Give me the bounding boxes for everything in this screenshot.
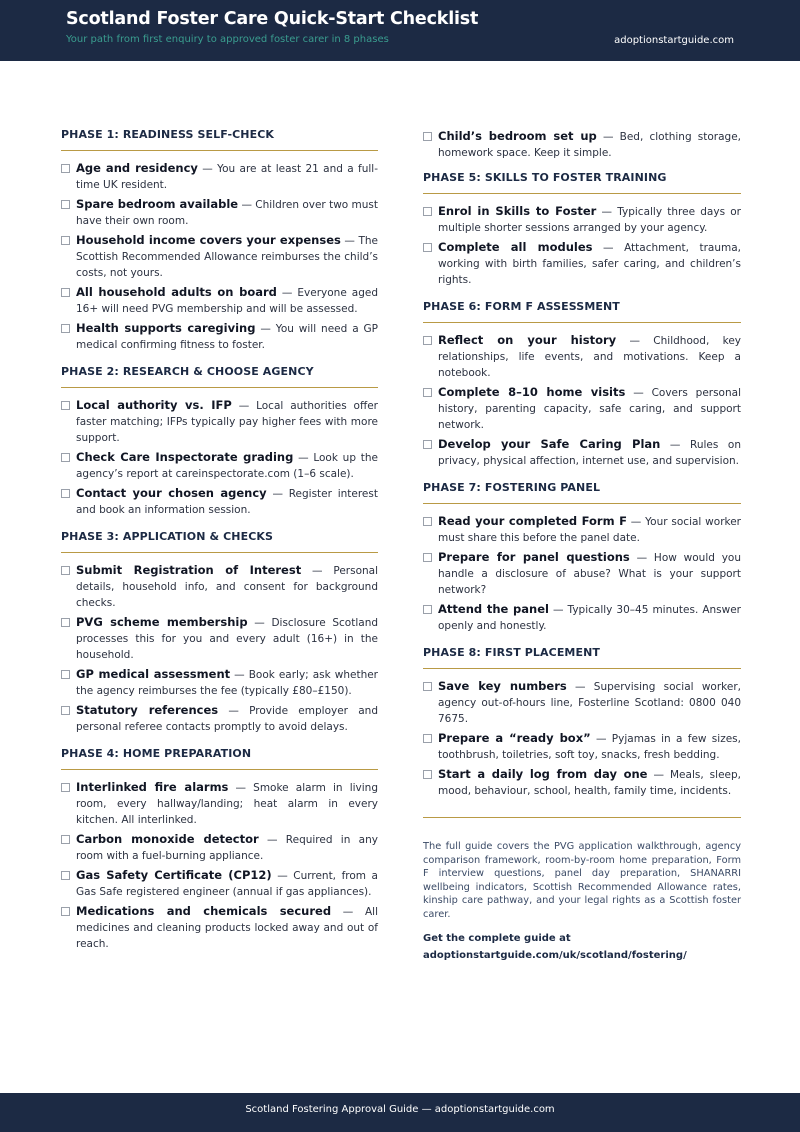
checklist-item — [423, 549, 741, 598]
checkbox[interactable] — [61, 835, 70, 844]
item-separator: — — [277, 870, 288, 882]
checkbox[interactable] — [61, 489, 70, 498]
phase-title: PHASE 3: APPLICATION & CHECKS — [61, 530, 378, 553]
item-separator: — — [235, 782, 247, 794]
item-text: Provide employer and personal referee contacts promptly to avoid delays. — [76, 705, 379, 733]
item-separator: — — [669, 439, 681, 451]
item-separator: — — [602, 131, 614, 143]
checklist-item — [423, 601, 741, 634]
item-separator: — — [653, 769, 664, 781]
footer-text: Scotland Fostering Approval Guide — adoptionstartguide.com — [245, 1104, 555, 1115]
checklist-item — [423, 513, 741, 546]
item-label: Carbon monoxide detector — [76, 832, 259, 846]
item-text: Attachment, trauma, working with birth families, safer caring, and children’s rights. — [438, 242, 741, 286]
closing-divider — [423, 817, 741, 818]
phase-section — [423, 646, 741, 799]
item-label: Enrol in Skills to Foster — [438, 204, 597, 218]
item-text: Your social worker must share this before the panel date. — [438, 516, 741, 544]
phase-title: PHASE 1: READINESS SELF-CHECK — [61, 128, 378, 151]
item-separator: — — [575, 681, 586, 693]
cta-link[interactable]: adoptionstartguide.com/uk/scotland/fostering/ — [423, 950, 687, 961]
checklist-item — [423, 239, 741, 288]
phase-section — [423, 481, 741, 634]
checkbox[interactable] — [61, 200, 70, 209]
item-label: Contact your chosen agency — [76, 486, 267, 500]
checklist-item — [61, 232, 378, 281]
item-label: Gas Safety Certificate (CP12) — [76, 868, 272, 882]
checklist-item — [61, 666, 378, 699]
item-separator: — — [312, 565, 323, 577]
item-separator: — — [202, 163, 213, 175]
item-label: Interlinked fire alarms — [76, 780, 229, 794]
checkbox[interactable] — [61, 324, 70, 333]
item-label: GP medical assessment — [76, 667, 231, 681]
checkbox[interactable] — [61, 670, 70, 679]
checklist-item — [61, 831, 378, 864]
checkbox[interactable] — [61, 706, 70, 715]
item-text: Rules on privacy, physical affection, internet use, and supervision. — [438, 439, 741, 467]
checkbox[interactable] — [423, 388, 432, 397]
continued-items — [423, 128, 741, 161]
item-text: All medicines and cleaning products locked away and out of reach. — [76, 906, 379, 950]
checklist-item — [61, 867, 378, 900]
right-phases — [423, 171, 741, 799]
checklist-item — [423, 203, 741, 236]
item-label: Child’s bedroom set up — [438, 129, 597, 143]
checklist-item — [61, 320, 378, 353]
page-header — [0, 0, 800, 61]
closing-description: The full guide covers the PVG application walkthrough, agency comparison framework, room-by-room home preparation, Form F interview questions, panel day preparation, SHANARRI wellbeing indicators, Scottish Recommended Allowance rates, kinship care pathway, and your legal rights as a Scottish foster carer. — [423, 841, 741, 920]
checkbox[interactable] — [61, 236, 70, 245]
checkbox[interactable] — [61, 401, 70, 410]
item-separator: — — [266, 834, 278, 846]
phase-title: PHASE 5: SKILLS TO FOSTER TRAINING — [423, 171, 741, 194]
item-label: Spare bedroom available — [76, 197, 239, 211]
checklist-item — [61, 903, 378, 952]
checklist-item — [61, 614, 378, 663]
item-text: Typically 30–45 minutes. Answer openly and honestly. — [438, 604, 741, 632]
phase-title: PHASE 6: FORM F ASSESSMENT — [423, 300, 741, 323]
phase-section — [61, 530, 378, 735]
item-text: Disclosure Scotland processes this for you and every adult (16+) in the household. — [76, 617, 379, 661]
phase-section — [61, 747, 378, 952]
checkbox[interactable] — [61, 783, 70, 792]
checkbox[interactable] — [61, 618, 70, 627]
item-label: Attend the panel — [438, 602, 549, 616]
checklist-item — [61, 485, 378, 518]
item-label: Health supports caregiving — [76, 321, 256, 335]
checkbox[interactable] — [423, 243, 432, 252]
item-label: Household income covers your expenses — [76, 233, 341, 247]
checkbox[interactable] — [423, 132, 432, 141]
item-label: Complete all modules — [438, 240, 593, 254]
item-label: PVG scheme membership — [76, 615, 248, 629]
phase-title: PHASE 8: FIRST PLACEMENT — [423, 646, 741, 669]
item-label: Medications and chemicals secured — [76, 904, 332, 918]
item-label: Statutory references — [76, 703, 219, 717]
phase-title: PHASE 4: HOME PREPARATION — [61, 747, 378, 770]
item-label: All household adults on board — [76, 285, 277, 299]
phase-section — [423, 171, 741, 288]
page-title: Scotland Foster Care Quick-Start Checklist — [66, 9, 479, 29]
item-label: Read your completed Form F — [438, 514, 627, 528]
item-separator: — — [603, 242, 614, 254]
item-text: Current, from a Gas Safe registered engineer (annual if gas appliances). — [76, 870, 378, 898]
phase-title: PHASE 7: FOSTERING PANEL — [423, 481, 741, 504]
checklist-item — [423, 678, 741, 727]
item-separator: — — [228, 705, 239, 717]
item-separator: — — [260, 323, 271, 335]
item-label: Submit Registration of Interest — [76, 563, 302, 577]
item-text: Children over two must have their own room. — [76, 199, 379, 227]
item-separator: — — [342, 906, 354, 918]
item-label: Develop your Safe Caring Plan — [438, 437, 661, 451]
checklist-item — [61, 702, 378, 735]
item-text: Book early; ask whether the agency reimburses the fee (typically £80–£150). — [76, 669, 378, 697]
cta-label: Get the complete guide at — [423, 933, 571, 944]
item-separator: — — [595, 733, 607, 745]
item-text: Smoke alarm in living room, every hallway/landing; heat alarm in every kitchen. All interlinked. — [76, 782, 378, 826]
item-separator: — — [238, 400, 250, 412]
item-separator: — — [298, 452, 309, 464]
checkbox[interactable] — [61, 164, 70, 173]
item-text: Covers personal history, parenting capacity, safe caring, and support network. — [438, 387, 741, 431]
item-text: Register interest and book an information session. — [76, 488, 378, 516]
checklist-item — [61, 779, 378, 828]
item-separator: — — [553, 604, 564, 616]
item-text: Meals, sleep, mood, behaviour, school, health, family time, incidents. — [438, 769, 741, 797]
checklist-item — [423, 766, 741, 799]
item-text: You are at least 21 and a full-time UK resident. — [76, 163, 378, 191]
checklist-item — [61, 449, 378, 482]
checklist-item — [61, 196, 378, 229]
item-text: Local authorities offer faster matching; IFPs typically pay higher fees with more support. — [76, 400, 378, 444]
checkbox[interactable] — [61, 453, 70, 462]
item-separator: — — [629, 335, 640, 347]
item-separator: — — [344, 235, 355, 247]
item-text: Childhood, key relationships, life events, and motivations. Keep a notebook. — [438, 335, 741, 379]
page-subtitle: Your path from first enquiry to approved foster carer in 8 phases — [66, 34, 389, 45]
checklist-item — [61, 562, 378, 611]
checkbox[interactable] — [423, 517, 432, 526]
right-column — [423, 128, 741, 964]
left-column — [61, 128, 378, 964]
item-text: Everyone aged 16+ will need PVG membership and will be assessed. — [76, 287, 379, 315]
checkbox[interactable] — [61, 566, 70, 575]
phase-section — [61, 365, 378, 518]
checkbox[interactable] — [423, 770, 432, 779]
phase-section — [61, 128, 378, 353]
page-footer — [0, 1093, 800, 1132]
item-text: How would you handle a disclosure of abuse? What is your support network? — [438, 552, 742, 596]
item-label: Save key numbers — [438, 679, 567, 693]
item-separator: — — [636, 552, 648, 564]
phase-title: PHASE 2: RESEARCH & CHOOSE AGENCY — [61, 365, 378, 388]
item-label: Complete 8–10 home visits — [438, 385, 626, 399]
checkbox[interactable] — [423, 336, 432, 345]
checklist-item — [423, 128, 741, 161]
item-label: Age and residency — [76, 161, 198, 175]
item-separator: — — [254, 617, 265, 629]
item-text: Pyjamas in a few sizes, toothbrush, toiletries, soft toy, snacks, fresh bedding. — [438, 733, 741, 761]
checkbox[interactable] — [61, 907, 70, 916]
checklist-item — [61, 284, 378, 317]
item-text: Required in any room with a fuel-burning appliance. — [76, 834, 378, 862]
checkbox[interactable] — [423, 440, 432, 449]
item-label: Local authority vs. IFP — [76, 398, 232, 412]
item-text: Typically three days or multiple shorter sessions arranged by your agency. — [438, 206, 741, 234]
checkbox[interactable] — [423, 734, 432, 743]
header-site-url[interactable]: adoptionstartguide.com — [614, 35, 734, 46]
item-separator: — — [630, 516, 642, 528]
checklist-item — [423, 332, 741, 381]
phase-section — [423, 300, 741, 469]
checklist-item — [61, 160, 378, 193]
checklist-item — [61, 397, 378, 446]
item-separator: — — [601, 206, 613, 218]
checkbox[interactable] — [423, 682, 432, 691]
item-separator: — — [241, 199, 252, 211]
checklist-item — [423, 436, 741, 469]
item-text: Supervising social worker, agency out-of-hours line, Fosterline Scotland: 0800 040 7675. — [438, 681, 741, 725]
item-text: The Scottish Recommended Allowance reimburses the child’s costs, not yours. — [76, 235, 378, 279]
item-label: Reflect on your history — [438, 333, 617, 347]
checkbox[interactable] — [423, 553, 432, 562]
item-text: Bed, clothing storage, homework space. Keep it simple. — [438, 131, 742, 159]
item-separator: — — [633, 387, 644, 399]
checkbox[interactable] — [423, 207, 432, 216]
checkbox[interactable] — [61, 871, 70, 880]
checkbox[interactable] — [423, 605, 432, 614]
item-text: Personal details, household info, and consent for background checks. — [76, 565, 378, 609]
item-label: Check Care Inspectorate grading — [76, 450, 294, 464]
item-label: Prepare for panel questions — [438, 550, 630, 564]
item-separator: — — [234, 669, 245, 681]
item-label: Prepare a “ready box” — [438, 731, 591, 745]
checkbox[interactable] — [61, 288, 70, 297]
item-label: Start a daily log from day one — [438, 767, 648, 781]
checklist-item — [423, 384, 741, 433]
item-separator: — — [272, 488, 283, 500]
item-text: Look up the agency’s report at careinspectorate.com (1–6 scale). — [76, 452, 378, 480]
checklist-item — [423, 730, 741, 763]
item-separator: — — [281, 287, 293, 299]
item-text: You will need a GP medical confirming fitness to foster. — [76, 323, 379, 351]
